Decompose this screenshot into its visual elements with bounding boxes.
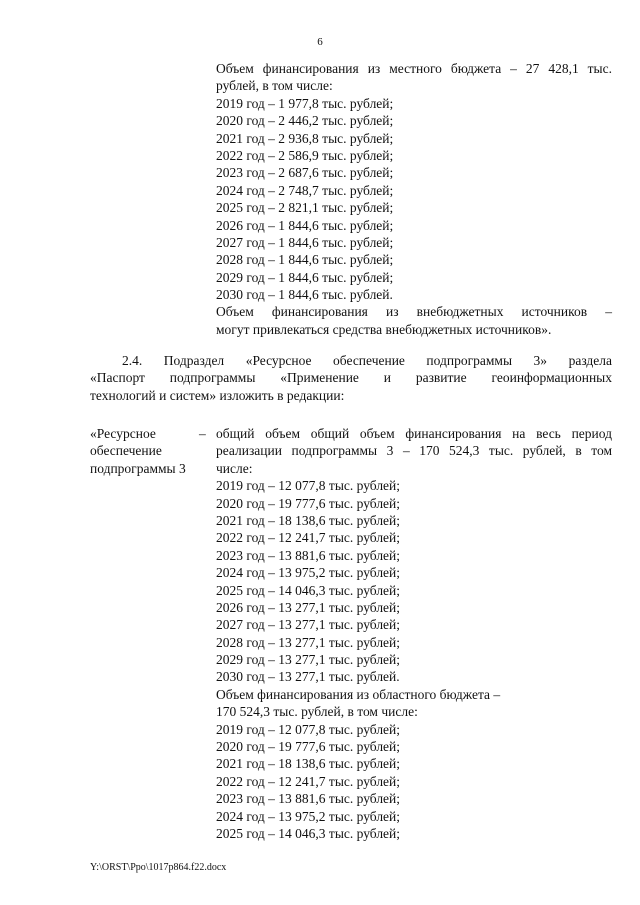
text-line: 2020 год – 19 777,6 тыс. рублей; [216,495,401,511]
file-path-footer: Y:\ORST\Ppo\1017p864.f22.docx [90,862,227,873]
text-line: 2021 год – 18 138,6 тыс. рублей; [216,756,401,772]
text-line: 2030 год – 1 844,6 тыс. рублей. [216,287,393,303]
text-line: Объем финансирования из областного бюджета – [216,686,501,702]
text-line: 2.4. Подраздел «Ресурсное обеспечение подпрограммы 3» раздела [122,353,612,368]
text-line: «Паспорт подпрограммы «Применение и развитие геоинформационных [90,370,612,386]
text-line: 2028 год – 13 277,1 тыс. рублей; [216,634,401,650]
text-line: 2029 год – 1 844,6 тыс. рублей; [216,269,394,285]
page-number: 6 [317,36,323,48]
text-line: 170 524,3 тыс. рублей, в том числе: [216,704,418,720]
section-2-4-paragraph [90,352,612,404]
text-line: могут привлекаться средства внебюджетных источников». [216,321,552,337]
text-line: Объем финансирования из местного бюджета – 27 428,1 тыс. [216,61,612,76]
text-line: 2020 год – 19 777,6 тыс. рублей; [216,739,401,755]
text-line: 2026 год – 13 277,1 тыс. рублей; [216,599,401,615]
text-line: 2023 год – 2 687,6 тыс. рублей; [216,165,394,181]
text-line: 2030 год – 13 277,1 тыс. рублей. [216,669,400,685]
resource-support-value [216,425,612,842]
text-line: 2019 год – 12 077,8 тыс. рублей; [216,721,401,737]
text-line: 2029 год – 13 277,1 тыс. рублей; [216,652,401,668]
text-line: числе: [216,460,253,476]
text-line: 2021 год – 18 138,6 тыс. рублей; [216,512,401,528]
text-line: 2024 год – 2 748,7 тыс. рублей; [216,182,394,198]
text-line: реализации подпрограммы 3 – 170 524,3 тыс. рублей, в том [216,443,612,459]
text-line: 2023 год – 13 881,6 тыс. рублей; [216,547,401,563]
funding-local-budget-block [216,60,612,338]
text-line: 2028 год – 1 844,6 тыс. рублей; [216,252,394,268]
text-line: 2027 год – 1 844,6 тыс. рублей; [216,234,394,250]
text-line: Объем финансирования из внебюджетных источников – [216,304,612,320]
text-line: «Ресурсное [90,426,156,441]
text-line: 2027 год – 13 277,1 тыс. рублей; [216,617,401,633]
text-line: 2022 год – 12 241,7 тыс. рублей; [216,530,401,546]
text-line: 2025 год – 2 821,1 тыс. рублей; [216,200,394,216]
text-line: рублей, в том числе: [216,78,333,94]
text-line: 2024 год – 13 975,2 тыс. рублей; [216,808,401,824]
text-line: подпрограммы 3 [90,460,186,476]
text-line: 2022 год – 2 586,9 тыс. рублей; [216,147,394,163]
text-line: 2024 год – 13 975,2 тыс. рублей; [216,565,401,581]
resource-support-label [90,425,212,477]
label-dash: – [199,426,206,441]
text-line: 2025 год – 14 046,3 тыс. рублей; [216,825,401,841]
text-line: 2023 год – 13 881,6 тыс. рублей; [216,791,401,807]
text-line: технологий и систем» изложить в редакции: [90,387,345,403]
text-line: общий объем общий объем финансирования на весь период [216,426,612,441]
text-line: 2020 год – 2 446,2 тыс. рублей; [216,113,394,129]
text-line: 2019 год – 1 977,8 тыс. рублей; [216,95,394,111]
text-line: 2026 год – 1 844,6 тыс. рублей; [216,217,394,233]
text-line: 2025 год – 14 046,3 тыс. рублей; [216,582,401,598]
text-line: обеспечение [90,443,162,459]
text-line: 2022 год – 12 241,7 тыс. рублей; [216,773,401,789]
text-line: 2019 год – 12 077,8 тыс. рублей; [216,478,401,494]
text-line: 2021 год – 2 936,8 тыс. рублей; [216,130,394,146]
